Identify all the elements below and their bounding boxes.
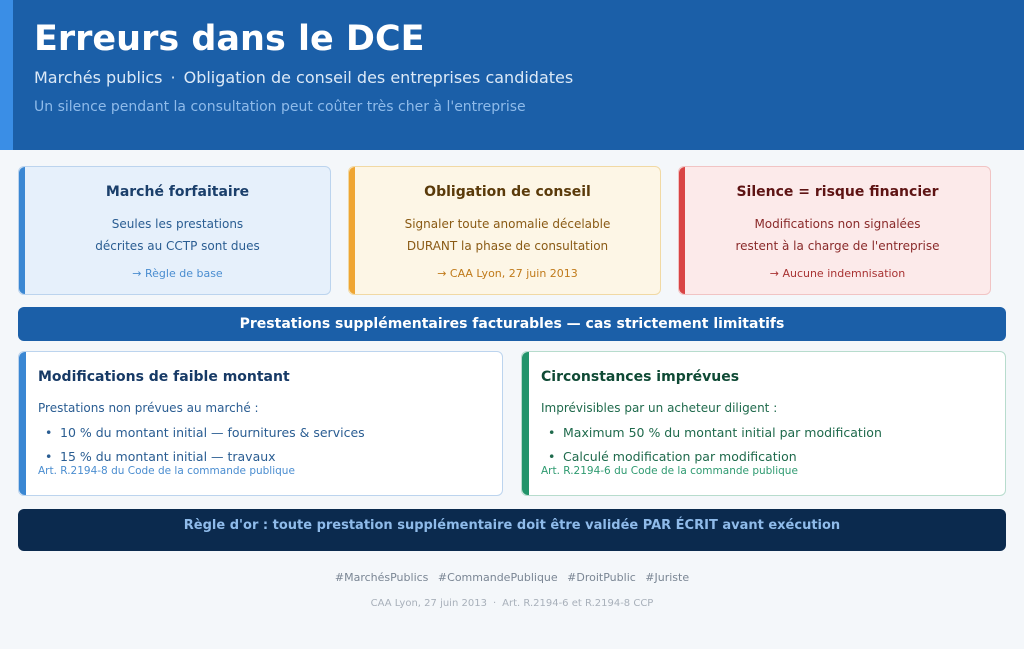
page-tagline: Un silence pendant la consultation peut coûter très cher à l'entreprise (34, 99, 526, 115)
panel-faible-montant (18, 351, 503, 496)
card-reference: → CAA Lyon, 27 juin 2013 (437, 267, 578, 280)
hashtag: #CommandePublique (437, 571, 558, 584)
hashtag-list (0, 570, 1024, 586)
card-reference: → Règle de base (132, 267, 223, 280)
list-item-text: 15 % du montant initial — travaux (60, 449, 276, 464)
hashtag: #MarchésPublics (334, 571, 429, 584)
card-risque-financier (678, 166, 991, 295)
bullet: • (45, 449, 53, 464)
footer-left: CAA Lyon, 27 juin 2013 (370, 598, 487, 609)
subtitle-separator: · (170, 68, 176, 87)
page-title: Erreurs dans le DCE (34, 19, 425, 59)
footer-references (0, 596, 1024, 612)
page-subtitle (34, 68, 573, 88)
panel-reference: Art. R.2194-6 du Code de la commande publique (541, 465, 798, 477)
panel-intro: Imprévisibles par un acheteur diligent : (541, 401, 778, 415)
list-item-text: Calculé modification par modification (563, 449, 797, 464)
card-line: décrites au CCTP sont dues (95, 239, 260, 253)
list-item (548, 449, 797, 465)
hashtag: #Juriste (645, 571, 690, 584)
card-line: Signaler toute anomalie décelable (404, 217, 611, 231)
bullet: • (548, 425, 556, 440)
panel-title: Modifications de faible montant (38, 369, 290, 385)
header (0, 0, 1024, 150)
card-line: restent à la charge de l'entreprise (735, 239, 940, 253)
card-line: Modifications non signalées (754, 217, 921, 231)
panel-intro: Prestations non prévues au marché : (38, 401, 259, 415)
panel-accent-bar (19, 352, 26, 495)
list-item (45, 425, 365, 441)
list-item-text: Maximum 50 % du montant initial par modification (563, 425, 882, 440)
card-reference: → Aucune indemnisation (769, 267, 906, 280)
card-obligation-conseil (348, 166, 661, 295)
card-title: Marché forfaitaire (105, 184, 250, 200)
bullet: • (45, 425, 53, 440)
section-banner: Prestations supplémentaires facturables — cas strictement limitatifs (18, 307, 1006, 341)
panel-reference: Art. R.2194-8 du Code de la commande publique (38, 465, 295, 477)
footer-separator: · (492, 598, 497, 609)
list-item-text: 10 % du montant initial — fournitures & services (60, 425, 365, 440)
panel-title: Circonstances imprévues (541, 369, 740, 385)
card-title: Obligation de conseil (424, 184, 591, 200)
subtitle-left: Marchés publics (34, 68, 163, 87)
header-accent-bar (0, 0, 13, 150)
card-title: Silence = risque financier (736, 184, 939, 200)
list-item (548, 425, 882, 441)
card-line: DURANT la phase de consultation (406, 239, 609, 253)
subtitle-right: Obligation de conseil des entreprises candidates (183, 68, 574, 87)
list-item (45, 449, 276, 465)
card-line: Seules les prestations (111, 217, 244, 231)
footer-right: Art. R.2194-6 et R.2194-8 CCP (502, 598, 654, 609)
golden-rule-banner: Règle d'or : toute prestation supplémentaire doit être validée PAR ÉCRIT avant exécution (18, 509, 1006, 551)
hashtag: #DroitPublic (567, 571, 636, 584)
panel-accent-bar (522, 352, 529, 495)
panel-circonstances-imprevues (521, 351, 1006, 496)
bullet: • (548, 449, 556, 464)
card-marche-forfaitaire (18, 166, 331, 295)
